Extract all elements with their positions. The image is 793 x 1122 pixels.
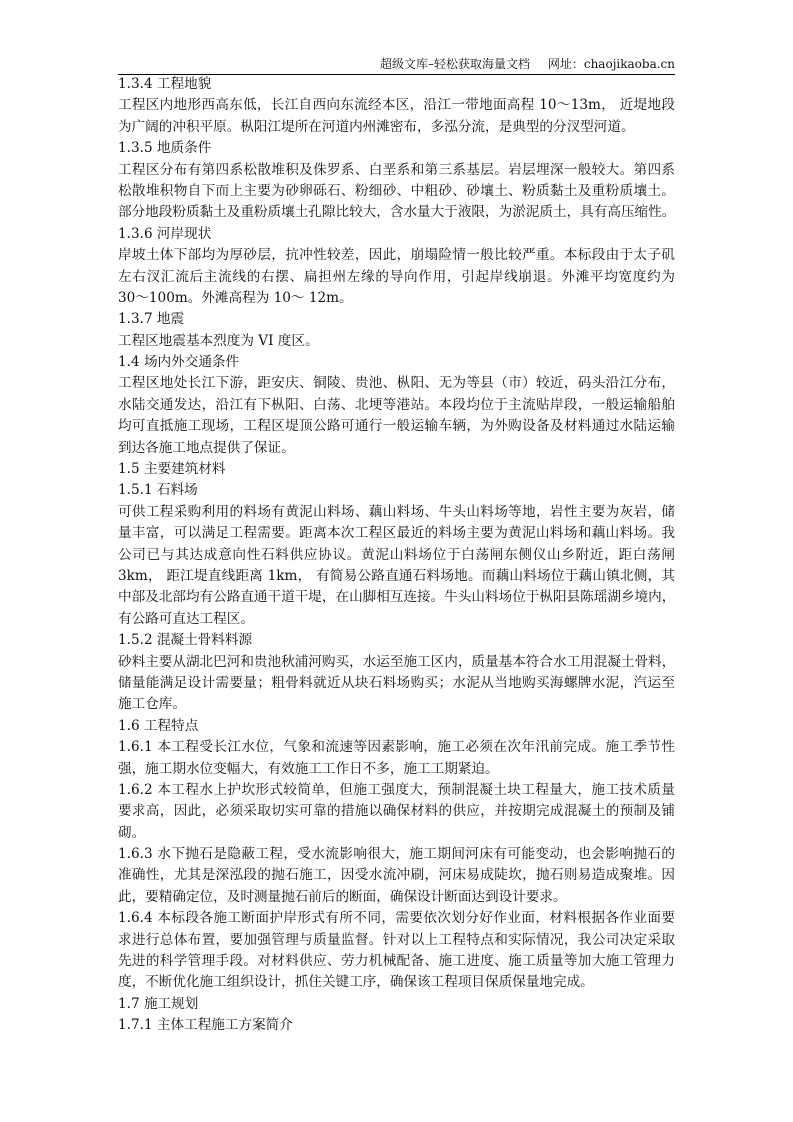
heading-text: 1.4 场内外交通条件 [118,354,240,371]
paragraph-line: 水陆交通发达，沿江有下枞阳、白荡、北埂等港站。本段均位于主流贴岸段，一般运输船舶 [118,396,675,413]
paragraph [118,160,675,224]
paragraph [118,373,675,459]
paragraph [118,844,675,908]
paragraph-line: 可供工程采购利用的料场有黄泥山料场、藕山料场、牛头山料场等地，岩性主要为灰岩，储 [118,503,675,520]
paragraph-line: 强，施工期水位变幅大，有效施工工作日不多，施工工期紧迫。 [118,760,499,777]
section-heading [118,138,675,159]
heading-text: 1.5 主要建筑材料 [118,461,226,478]
paragraph-line: 1.6.3 水下抛石是隐蔽工程，受水流影响很大，施工期间河床有可能变动，也会影响抛石的 [118,846,675,863]
heading-text: 1.3.5 地质条件 [118,140,212,157]
paragraph-line: 1.6.2 本工程水上护坎形式较简单，但施工强度大，预制混凝土块工程量大，施工技术质量 [118,781,675,798]
header-site-name: 超级文库–轻松获取海量文档 [380,57,531,71]
paragraph-line: 岸坡土体下部均为厚砂层，抗冲性较差，因此，崩塌险情一般比较严重。本标段由于太子矶 [118,247,675,264]
paragraph-line: 3km， 距江堤直线距离 1km， 有简易公路直通石料场地。而藕山料场位于藕山镇北侧，其 [118,567,675,584]
paragraph [118,331,675,352]
paragraph-line: 储量能满足设计需要量；粗骨料就近从块石料场购买；水泥从当地购买海螺牌水泥，汽运至 [118,674,675,691]
section-heading [118,630,675,651]
paragraph-line: 部分地段粉质黏土及重粉质壤土孔隙比较大，含水量大于液限，为淤泥质土，具有高压缩性。 [118,204,676,221]
paragraph-line: 求进行总体布置，要加强管理与质量监督。针对以上工程特点和实际情况，我公司决定采取 [118,931,675,948]
heading-text: 1.3.4 工程地貌 [118,76,212,92]
paragraph [118,652,675,716]
heading-text: 1.5.2 混凝土骨料料源 [118,632,253,649]
paragraph-line: 公司已与其达成意向性石料供应协议。黄泥山料场位于白荡闸东侧仪山乡附近，距白荡闸 [118,546,675,563]
paragraph [118,737,675,780]
section-heading [118,716,675,737]
heading-text: 1.5.1 石料场 [118,482,198,499]
section-heading [118,74,675,95]
page-header [118,55,675,75]
paragraph-line: 1.6.1 本工程受长江水位，气象和流速等因素影响，施工必须在次年汛前完成。施工季节性 [118,739,675,756]
paragraph-line: 30～100m。外滩高程为 10～ 12m。 [118,289,353,306]
paragraph-line: 施工仓库。 [118,696,186,713]
paragraph-line: 工程区地处长江下游，距安庆、铜陵、贵池、枞阳、无为等县（市）较近，码头沿江分布， [118,375,675,392]
paragraph [118,95,675,138]
section-heading [118,1015,675,1036]
paragraph-line: 工程区内地形西高东低，长江自西向东流经本区，沿江一带地面高程 10～13m， 近堤地段 [118,97,675,114]
paragraph-line: 工程区分布有第四系松散堆积及侏罗系、白垩系和第三系基层。岩层埋深一般较大。第四系 [118,161,675,178]
heading-text: 1.3.6 河岸现状 [118,225,212,242]
paragraph-line: 度，不断优化施工组织设计，抓住关键工序，确保该工程项目保质保量地完成。 [118,974,594,991]
section-heading [118,994,675,1015]
paragraph-line: 准确性，尤其是深泓段的抛石施工，因受水流冲刷，河床易成陡坎，抛石则易造成聚堆。因 [118,867,675,884]
paragraph-line: 砂料主要从湖北巴河和贵池秋浦河购买，水运至施工区内，质量基本符合水工用混凝土骨料， [118,653,676,670]
paragraph-line: 中部及北部均有公路直通干道干堤，在山脚相互连接。牛头山料场位于枞阳县陈瑶湖乡境内， [118,589,676,606]
section-heading [118,352,675,373]
paragraph-line: 此，要精确定位，及时测量抛石前后的断面，确保设计断面达到设计要求。 [118,888,567,905]
paragraph-line: 为广阔的冲积平原。枞阳江堤所在河道内州滩密布，多泓分流，是典型的分汊型河道。 [118,118,635,135]
document-body [118,74,675,1037]
paragraph-line: 左右汊汇流后主流线的右摆、扁担州左缘的导向作用，引起岸线崩退。外滩平均宽度约为 [118,268,675,285]
paragraph-line: 1.6.4 本标段各施工断面护岸形式有所不同，需要依次划分好作业面，材料根据各作业面要 [118,910,675,927]
heading-text: 1.3.7 地震 [118,311,185,328]
section-heading [118,459,675,480]
paragraph-line: 要求高，因此，必须采取切实可靠的措施以确保材料的供应，并按期完成混凝土的预制及铺 [118,803,675,820]
paragraph [118,908,675,994]
paragraph-line: 松散堆积物自下而上主要为砂卵砾石、粉细砂、中粗砂、砂壤土、粉质黏土及重粉质壤土。 [118,182,675,199]
paragraph [118,780,675,844]
section-heading [118,309,675,330]
heading-text: 1.6 工程特点 [118,717,199,734]
paragraph [118,245,675,309]
paragraph-line: 有公路可直达工程区。 [118,610,254,627]
paragraph-line: 工程区地震基本烈度为 VI 度区。 [118,332,319,349]
heading-text: 1.7.1 主体工程施工方案简介 [118,1017,293,1034]
section-heading [118,224,675,245]
header-url: 网址：chaojikaoba.cn [547,57,675,71]
heading-text: 1.7 施工规划 [118,995,199,1012]
paragraph-line: 先进的科学管理手段。对材料供应、劳力机械配备、施工进度、施工质量等加大施工管理力 [118,953,675,970]
paragraph-line: 砌。 [118,824,146,841]
paragraph-line: 到达各施工地点提供了保证。 [118,439,295,456]
paragraph-line: 量丰富，可以满足工程需要。距离本次工程区最近的料场主要为黄泥山料场和藕山料场。我 [118,525,675,542]
paragraph-line: 均可直抵施工现场，工程区堤顶公路可通行一般运输车辆，为外购设备及材料通过水陆运输 [118,418,675,435]
paragraph [118,502,675,630]
section-heading [118,480,675,501]
